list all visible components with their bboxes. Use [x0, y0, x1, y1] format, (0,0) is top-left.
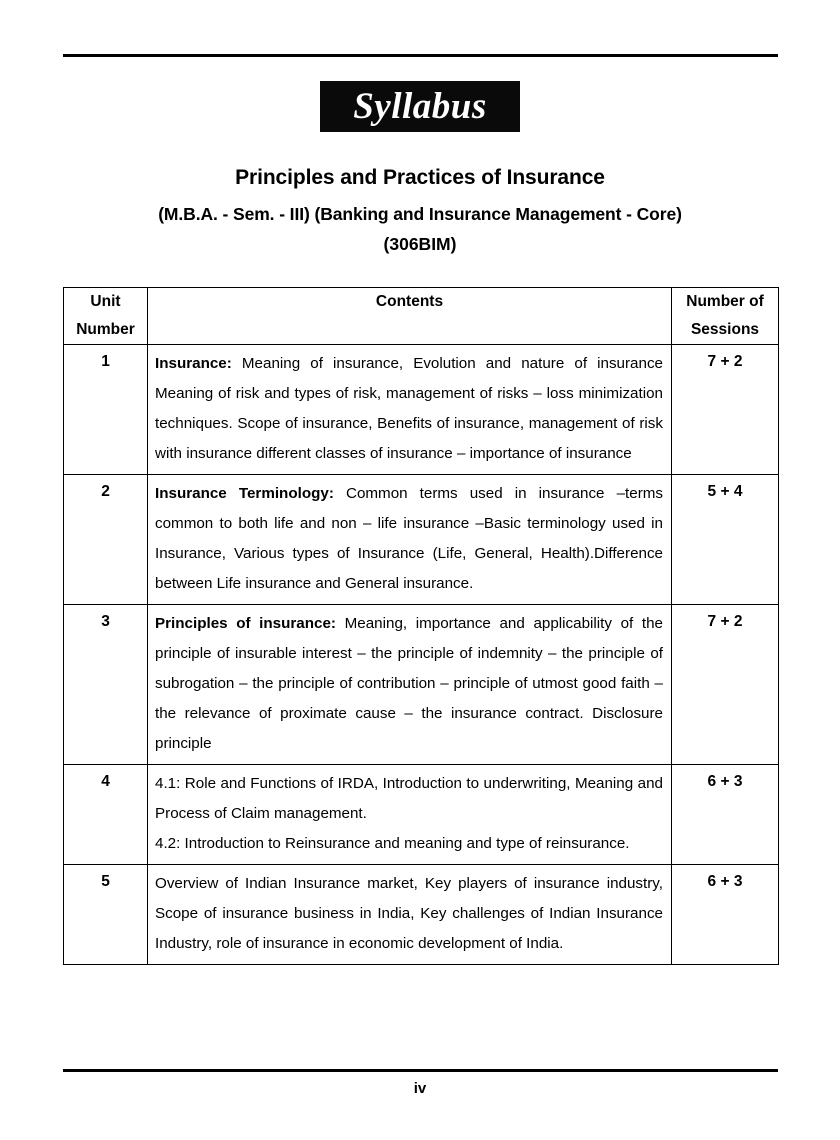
- unit-number-cell: 3: [64, 605, 148, 765]
- unit-number-cell: 5: [64, 865, 148, 965]
- unit-number-cell: 4: [64, 765, 148, 865]
- sessions-cell: 6 + 3: [672, 765, 779, 865]
- table-header: [64, 288, 779, 345]
- column-header-unit-line1: Unit: [90, 293, 121, 310]
- unit-contents-paragraph: 4.1: Role and Functions of IRDA, Introduction to underwriting, Meaning and Process of Claim management.: [155, 775, 663, 822]
- column-header-unit-number: [64, 288, 148, 345]
- unit-contents-paragraph: [155, 609, 663, 759]
- column-header-sessions-line1: Number of: [686, 293, 764, 310]
- unit-contents-cell: [148, 475, 672, 605]
- course-code: (306BIM): [383, 234, 457, 254]
- table-row: [64, 865, 779, 965]
- table-row: [64, 475, 779, 605]
- sessions-cell: 7 + 2: [672, 345, 779, 475]
- course-line: (M.B.A. - Sem. - III) (Banking and Insurance Management - Core): [158, 204, 682, 224]
- unit-contents-body: Meaning, importance and applicability of the principle of insurable interest – the principle of indemnity – the principle of subrogation – the principle of contribution – principle of utmost good faith – the relevance of proximate cause – the insurance contract. Disclosure principle: [155, 615, 663, 752]
- unit-contents-cell: [148, 765, 672, 865]
- unit-contents-cell: [148, 345, 672, 475]
- table-row: [64, 605, 779, 765]
- sessions-cell: 6 + 3: [672, 865, 779, 965]
- unit-contents-paragraph: [155, 479, 663, 599]
- unit-number-cell: 1: [64, 345, 148, 475]
- page-number: iv: [413, 1080, 427, 1097]
- table-row: [64, 345, 779, 475]
- unit-contents-paragraph: [155, 349, 663, 469]
- column-header-unit-line2: Number: [76, 321, 135, 338]
- unit-contents-cell: [148, 865, 672, 965]
- table-header-row: [64, 288, 779, 345]
- subject-title: Principles and Practices of Insurance: [235, 166, 605, 189]
- sessions-cell: 5 + 4: [672, 475, 779, 605]
- sessions-cell: 7 + 2: [672, 605, 779, 765]
- unit-contents-body: Common terms used in insurance –terms common to both life and non – life insurance –Basic terminology used in Insurance, Various types of Insurance (Life, General, Health).Difference between Life insurance and General insurance.: [155, 485, 664, 592]
- unit-contents-paragraph: 4.2: Introduction to Reinsurance and meaning and type of reinsurance.: [155, 835, 630, 852]
- table-row: [64, 765, 779, 865]
- column-header-sessions-line2: Sessions: [690, 321, 760, 338]
- unit-contents-body: Meaning of insurance, Evolution and nature of insurance Meaning of risk and types of risk, management of risks – loss minimization techniques. Scope of insurance, Benefits of insurance, management of risk with insurance different classes of insurance – importance of insurance: [155, 355, 663, 462]
- unit-number-cell: 2: [64, 475, 148, 605]
- unit-contents-lead: Principles of insurance:: [155, 615, 336, 632]
- syllabus-banner: [320, 81, 520, 132]
- unit-contents-cell: [148, 605, 672, 765]
- footer-divider-rule: [63, 1069, 778, 1072]
- column-header-contents: Contents: [148, 288, 672, 345]
- table-body: [64, 345, 779, 965]
- unit-contents-lead: Insurance Terminology:: [155, 485, 334, 502]
- unit-contents-lead: Insurance:: [155, 355, 232, 372]
- unit-contents-paragraph: Overview of Indian Insurance market, Key players of insurance industry, Scope of insurance business in India, Key challenges of Indian Insurance Industry, role of insurance in economic development of India.: [155, 875, 663, 952]
- syllabus-table: [63, 287, 779, 965]
- syllabus-banner-label: Syllabus: [353, 86, 487, 127]
- header-divider-rule: [63, 54, 778, 57]
- column-header-sessions: [672, 288, 779, 345]
